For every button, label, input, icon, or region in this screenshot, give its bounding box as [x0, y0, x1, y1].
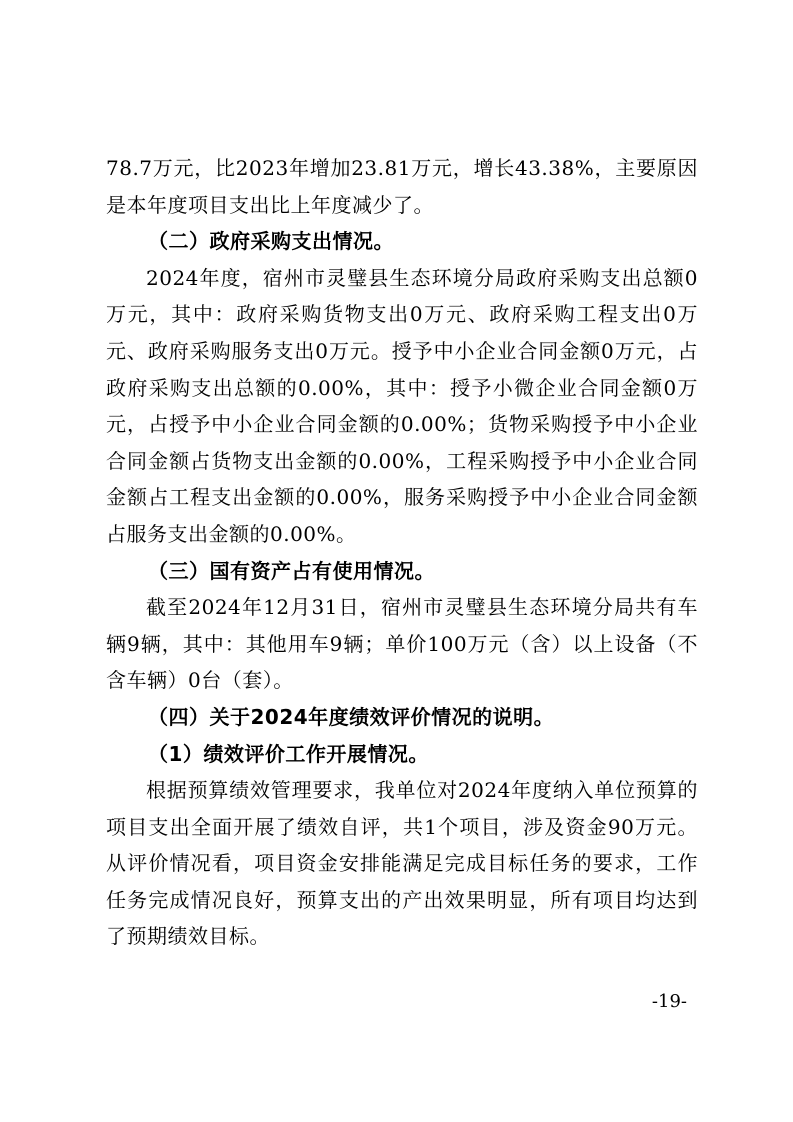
heading-state-assets: （三）国有资产占有使用情况。 [148, 558, 435, 583]
page-number: -19- [651, 991, 687, 1012]
paragraph-expenditure-change: 78.7万元，比2023年增加23.81万元，增长43.38%，主要原因是本年度项目支出比上年度减少了。 [106, 156, 698, 217]
paragraph-evaluation-work: 根据预算绩效管理要求，我单位对2024年度纳入单位预算的项目支出全面开展了绩效自评，共1个项目，涉及资金90万元。从评价情况看，项目资金安排能满足完成目标任务的要求，工作任务完成情况良好，预算支出的产出效果明显，所有项目均达到了预期绩效目标。 [106, 778, 698, 949]
document-body [106, 150, 698, 955]
paragraph-state-assets: 截至2024年12月31日，宿州市灵璧县生态环境分局共有车辆9辆，其中：其他用车9辆；单价100万元（含）以上设备（不含车辆）0台（套）。 [106, 595, 698, 693]
heading-evaluation-work: （1）绩效评价工作开展情况。 [148, 741, 429, 766]
paragraph-government-procurement: 2024年度，宿州市灵璧县生态环境分局政府采购支出总额0万元，其中：政府采购货物支出0万元、政府采购工程支出0万元、政府采购服务支出0万元。授予中小企业合同金额0万元，占政府采购支出总额的0.00%，其中：授予小微企业合同金额0万元，占授予中小企业合同金额的0.00%；货物采购授予中小企业合同金额占货物支出金额的0.00%，工程采购授予中小企业合同金额占工程支出金额的0.00%，服务采购授予中小企业合同金额占服务支出金额的0.00%。 [106, 265, 698, 546]
heading-performance-evaluation: （四）关于2024年度绩效评价情况的说明。 [148, 704, 555, 729]
heading-government-procurement: （二）政府采购支出情况。 [148, 229, 394, 254]
